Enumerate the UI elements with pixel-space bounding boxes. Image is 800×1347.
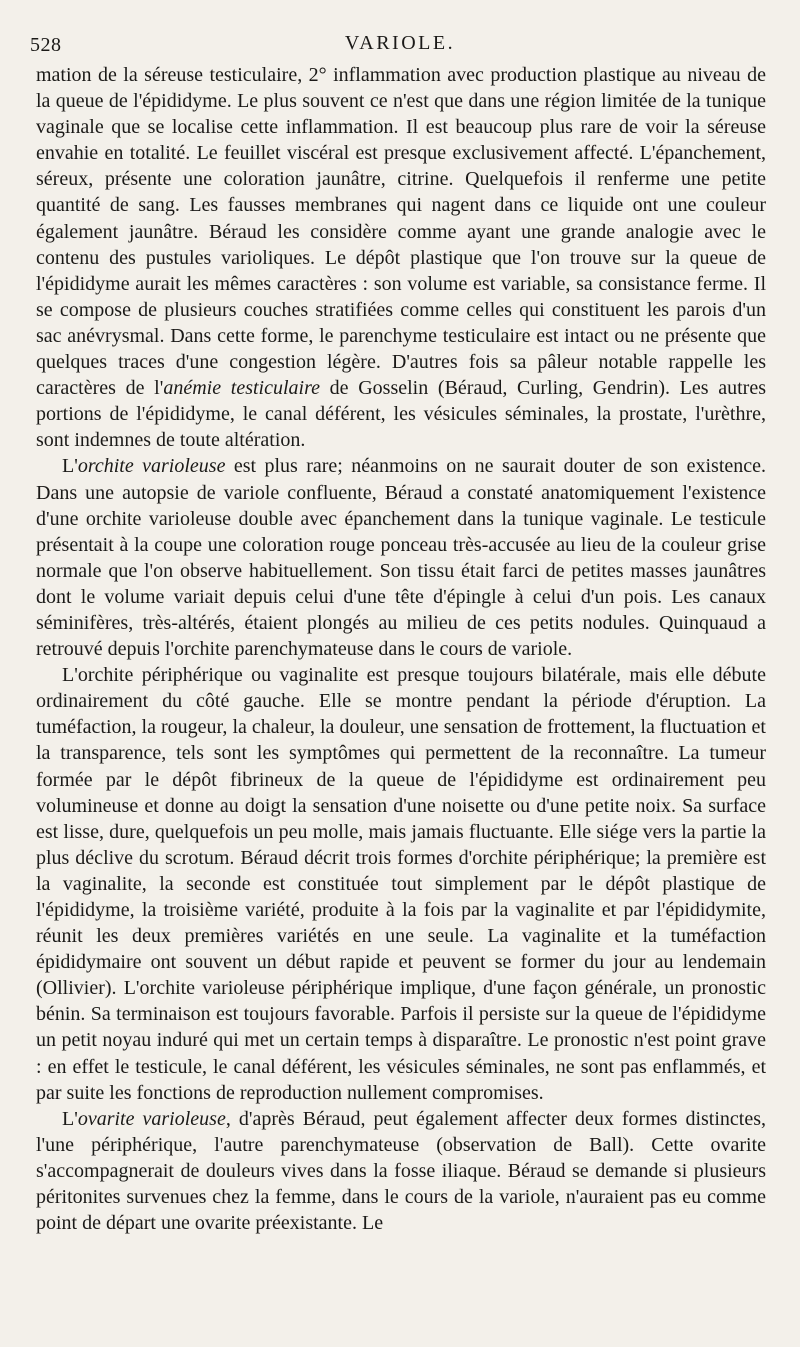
page-header: [30, 30, 770, 60]
body-text: [36, 62, 766, 1236]
text-segment: est plus rare; néanmoins on ne saurait douter de son existence. Dans une autopsie de variole confluente, Béraud a constaté anatomiquement l'existence d'une orchite varioleuse double avec épanchement dans la tunique vaginale. Le testicule présentait à la coupe une coloration rouge ponceau très-accusée au lieu de la couleur grise normale que l'on observe habituellement. Son tissu était farci de petites masses jaunâtres dont le volume variait depuis celui d'une tête d'épingle à celui d'un pois. Les canaux séminifères, très-altérés, étaient plongés au milieu de ces petits nodules. Quinquaud a retrouvé depuis l'orchite parenchymateuse dans le cours de variole.: [36, 455, 767, 661]
italic-term: anémie testiculaire: [163, 377, 320, 400]
page-number: 528: [30, 34, 62, 56]
paragraph: [36, 1106, 766, 1236]
paragraph: [36, 453, 766, 662]
paragraph: [36, 62, 766, 453]
text-segment: , d'après Béraud, peut également affecter deux formes distinctes, l'une périphérique, l'autre parenchymateuse (observation de Ball). Cette ovarite s'accompagnerait de douleurs vives dans la fosse iliaque. Béraud se demande si plusieurs péritonites survenues chez la femme, dans le cours de la variole, n'auraient pas eu comme point de départ une ovarite préexistante. Le: [36, 1107, 767, 1235]
paragraph: [36, 662, 766, 1106]
italic-term: orchite varioleuse: [77, 455, 226, 478]
text-segment: mation de la séreuse testiculaire, 2° inflammation avec production plastique au niveau de la queue de l'épididyme. Le plus souvent ce n'est que dans une région limitée de la tunique vaginale que se localise cette inflammation. Il est beaucoup plus rare de voir la séreuse envahie en totalité. Le feuillet viscéral est presque exclusivement affecté. L'épanchement, séreux, présente une coloration jaunâtre, citrine. Quelquefois il renferme une petite quantité de sang. Les fausses membranes qui nagent dans ce liquide ont une couleur également jaunâtre. Béraud les considère comme ayant une grande analogie avec le contenu des pustules varioliques. Le dépôt plastique que l'on trouve sur la queue de l'épididyme aurait les mêmes caractères : son volume est variable, sa consistance ferme. Il se compose de plusieurs couches stratifiées comme celles qui constituent les parois d'un sac anévrysmal. Dans cette forme, le parenchyme testiculaire est intact ou ne présente que quelques traces d'une congestion légère. D'autres fois sa pâleur notable rappelle les caractères de l': [36, 64, 766, 400]
text-segment: L': [62, 455, 78, 478]
text-segment: L': [62, 1107, 78, 1130]
running-title: VARIOLE.: [344, 32, 456, 54]
text-segment: L'orchite périphérique ou vaginalite est presque toujours bilatérale, mais elle débute ordinairement du côté gauche. Elle se montre pendant la période d'éruption. La tuméfaction, la rougeur, la chaleur, la douleur, une sensation de frottement, la fluctuation et la transparence, tels sont les symptômes qui permettent de la reconnaître. La tumeur formée par le dépôt fibrineux de la queue de l'épididyme est ordinairement peu volumineuse et donne au doigt la sensation d'une noisette ou d'une petite noix. Sa surface est lisse, dure, quelquefois un peu molle, mais jamais fluctuante. Elle siége vers la partie la plus déclive du scrotum. Béraud décrit trois formes d'orchite périphérique; la première est la vaginalite, la seconde est constituée tout simplement par le dépôt plastique de l'épididyme, la troisième variété, produite à la fois par la vaginalite et par l'épididymite, réunit les deux premières variétés en une seule. La vaginalite et la tuméfaction épididymaire ont souvent un début rapide et peuvent se former du jour au lendemain (Ollivier). L'orchite varioleuse périphérique implique, d'une façon générale, un pronostic bénin. Sa terminaison est toujours favorable. Parfois il persiste sur la queue de l'épididyme un petit noyau induré qui met un certain temps à disparaître. Le pronostic n'est point grave : en effet le testicule, le canal déférent, les vésicules séminales, ne sont pas enflammés, et par suite les fonctions de reproduction nullement compromises.: [36, 664, 766, 1104]
text-segment: de Gosselin (Béraud, Curling, Gendrin). Les autres portions de l'épididyme, le canal déférent, les vésicules séminales, la prostate, l'urèthre, sont indemnes de toute altération.: [36, 377, 766, 452]
italic-term: ovarite varioleuse: [77, 1107, 226, 1130]
